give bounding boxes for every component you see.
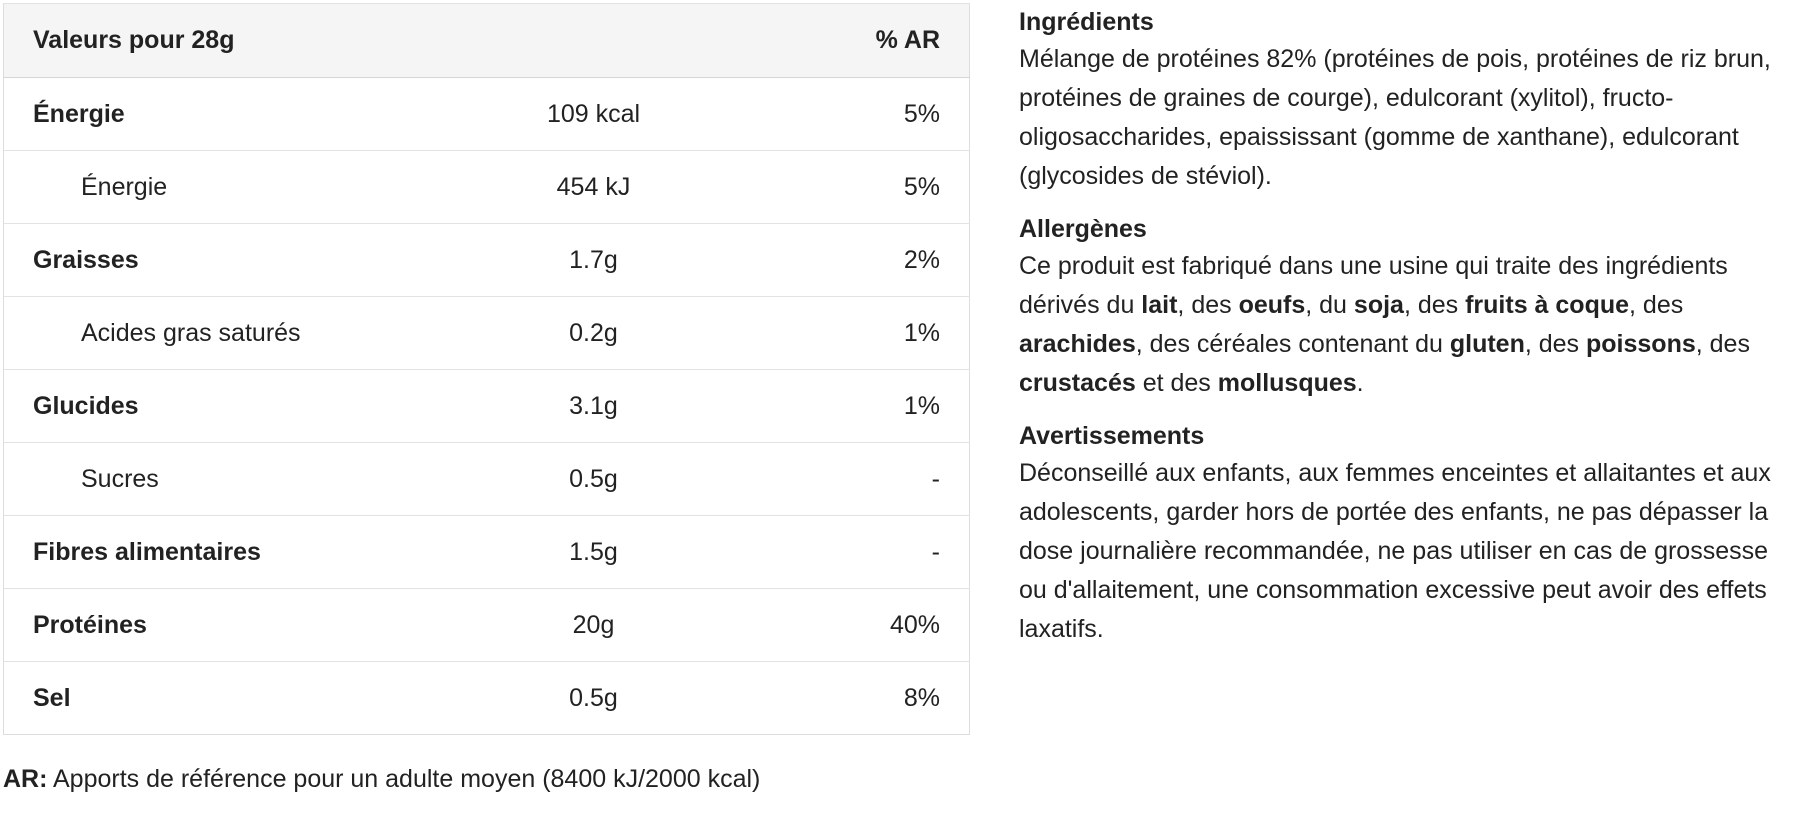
nutrient-value: 3.1g	[424, 370, 764, 443]
allergen-name: mollusques	[1217, 369, 1357, 397]
nutrient-value: 0.5g	[424, 662, 764, 735]
nutrient-value: 454 kJ	[424, 151, 764, 224]
allergens-title: Allergènes	[1019, 215, 1147, 243]
nutrient-name: Fibres alimentaires	[4, 516, 424, 589]
allergen-name: poissons	[1586, 330, 1696, 358]
nutrient-reference-intake: 1%	[764, 297, 970, 370]
table-row	[4, 589, 970, 662]
ingredients-title: Ingrédients	[1019, 8, 1154, 36]
footnote-text: Apports de référence pour un adulte moyen (8400 kJ/2000 kcal)	[47, 765, 761, 793]
nutrient-name: Sel	[4, 662, 424, 735]
table-row	[4, 370, 970, 443]
nutrient-value: 1.7g	[424, 224, 764, 297]
allergen-text-segment: Ce produit est fabriqué dans une usine qui traite des ingrédients dérivés du	[1019, 252, 1728, 319]
table-row	[4, 78, 970, 151]
nutrient-name: Acides gras saturés	[4, 297, 424, 370]
nutrient-name: Protéines	[4, 589, 424, 662]
allergen-name: arachides	[1019, 330, 1136, 358]
allergen-text-segment: .	[1356, 369, 1364, 397]
header-serving: Valeurs pour 28g	[4, 4, 424, 78]
table-row	[4, 224, 970, 297]
nutrient-name: Sucres	[4, 443, 424, 516]
nutrition-table-body	[4, 78, 970, 735]
nutrient-reference-intake: 1%	[764, 370, 970, 443]
allergen-text-segment: , des	[1524, 330, 1587, 358]
allergen-name: gluten	[1449, 330, 1525, 358]
nutrient-value: 1.5g	[424, 516, 764, 589]
nutrient-reference-intake: 8%	[764, 662, 970, 735]
header-row	[4, 4, 970, 78]
allergen-name: fruits à coque	[1465, 291, 1630, 319]
nutrient-reference-intake: 5%	[764, 78, 970, 151]
table-row	[4, 516, 970, 589]
product-info	[1019, 4, 1794, 664]
nutrient-reference-intake: 5%	[764, 151, 970, 224]
allergens-text	[1019, 247, 1794, 403]
table-row	[4, 662, 970, 735]
nutrient-reference-intake: 40%	[764, 589, 970, 662]
header-reference-intake: % AR	[764, 4, 970, 78]
nutrition-table-header	[4, 4, 970, 78]
allergen-text-segment: , du	[1305, 291, 1354, 319]
allergen-name: soja	[1353, 291, 1404, 319]
nutrient-name: Énergie	[4, 78, 424, 151]
allergen-name: oeufs	[1238, 291, 1306, 319]
table-row	[4, 151, 970, 224]
warnings-title: Avertissements	[1019, 422, 1205, 450]
nutrient-value: 0.5g	[424, 443, 764, 516]
nutrient-value: 0.2g	[424, 297, 764, 370]
ingredients-section	[1019, 4, 1794, 196]
table-row	[4, 297, 970, 370]
footnote-label: AR:	[3, 765, 48, 793]
nutrient-reference-intake: -	[764, 516, 970, 589]
warnings-section	[1019, 418, 1794, 649]
reference-footnote	[3, 762, 760, 796]
allergen-text-segment: , des	[1177, 291, 1239, 319]
allergen-text-segment: et des	[1135, 369, 1218, 397]
nutrient-name: Énergie	[4, 151, 424, 224]
table-row	[4, 443, 970, 516]
nutrient-name: Graisses	[4, 224, 424, 297]
nutrient-value: 20g	[424, 589, 764, 662]
warnings-text: Déconseillé aux enfants, aux femmes enceintes et allaitantes et aux adolescents, garder hors de portée des enfants, ne pas dépasser la dose journalière recommandée, ne pas utiliser en cas de grossesse ou d'allaitement, une consommation excessive peut avoir des effets laxatifs.	[1019, 459, 1771, 643]
nutrient-reference-intake: -	[764, 443, 970, 516]
nutrition-table	[3, 3, 970, 735]
allergen-name: crustacés	[1019, 369, 1136, 397]
ingredients-text: Mélange de protéines 82% (protéines de pois, protéines de riz brun, protéines de graines de courge), edulcorant (xylitol), fructo-oligosaccharides, epaississant (gomme de xanthane), edulcorant (glycosides de stéviol).	[1019, 45, 1771, 190]
allergen-text-segment: , des	[1403, 291, 1466, 319]
header-value	[424, 4, 764, 78]
nutrient-reference-intake: 2%	[764, 224, 970, 297]
allergens-section	[1019, 211, 1794, 403]
nutrient-value: 109 kcal	[424, 78, 764, 151]
nutrient-name: Glucides	[4, 370, 424, 443]
allergen-text-segment: , des	[1629, 291, 1684, 319]
allergen-name: lait	[1141, 291, 1178, 319]
allergen-text-segment: , des céréales contenant du	[1135, 330, 1450, 358]
allergen-text-segment: , des	[1695, 330, 1750, 358]
